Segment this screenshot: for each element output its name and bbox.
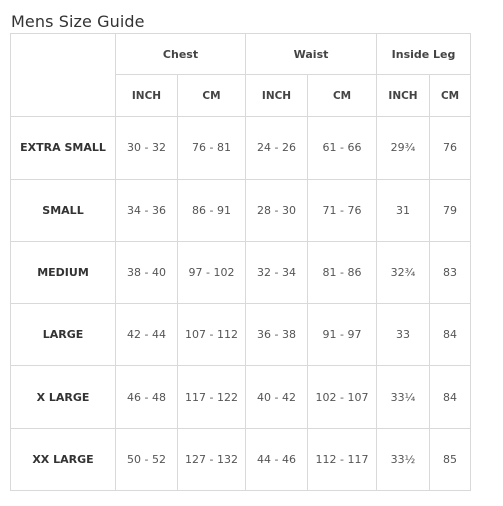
- chest-inch-cell: 50 - 52: [116, 428, 178, 490]
- size-label-cell: MEDIUM: [11, 241, 116, 303]
- inside-leg-cm-cell: 76: [430, 117, 471, 179]
- inside-leg-inch-cell: 32¾: [377, 241, 430, 303]
- size-label-cell: LARGE: [11, 304, 116, 366]
- page-title: Mens Size Guide: [11, 12, 145, 31]
- inside-leg-cm-cell: 79: [430, 179, 471, 241]
- size-label-cell: X LARGE: [11, 366, 116, 428]
- waist-header: Waist: [246, 34, 377, 75]
- chest-cm-cell: 117 - 122: [178, 366, 246, 428]
- chest-inch-header: INCH: [116, 75, 178, 117]
- waist-cm-cell: 61 - 66: [308, 117, 377, 179]
- table-row: [11, 366, 471, 428]
- inside-leg-cm-cell: 84: [430, 304, 471, 366]
- chest-cm-cell: 107 - 112: [178, 304, 246, 366]
- table-row: [11, 241, 471, 303]
- inside-leg-inch-cell: 33: [377, 304, 430, 366]
- chest-cm-cell: 97 - 102: [178, 241, 246, 303]
- waist-inch-cell: 44 - 46: [246, 428, 308, 490]
- header-group-row: [11, 34, 471, 75]
- inside-leg-inch-cell: 29¾: [377, 117, 430, 179]
- size-label-cell: XX LARGE: [11, 428, 116, 490]
- waist-inch-cell: 32 - 34: [246, 241, 308, 303]
- waist-cm-cell: 112 - 117: [308, 428, 377, 490]
- inside-leg-cm-cell: 85: [430, 428, 471, 490]
- table-row: [11, 117, 471, 179]
- inside-leg-inch-cell: 33¼: [377, 366, 430, 428]
- waist-inch-cell: 36 - 38: [246, 304, 308, 366]
- chest-inch-cell: 34 - 36: [116, 179, 178, 241]
- chest-header: Chest: [116, 34, 246, 75]
- inside-leg-inch-cell: 31: [377, 179, 430, 241]
- waist-inch-header: INCH: [246, 75, 308, 117]
- chest-cm-header: CM: [178, 75, 246, 117]
- waist-cm-cell: 91 - 97: [308, 304, 377, 366]
- inside-leg-cm-cell: 84: [430, 366, 471, 428]
- chest-inch-cell: 30 - 32: [116, 117, 178, 179]
- size-label-cell: SMALL: [11, 179, 116, 241]
- size-label-cell: EXTRA SMALL: [11, 117, 116, 179]
- chest-cm-cell: 76 - 81: [178, 117, 246, 179]
- inside-leg-cm-header: CM: [430, 75, 471, 117]
- waist-cm-cell: 81 - 86: [308, 241, 377, 303]
- chest-inch-cell: 42 - 44: [116, 304, 178, 366]
- inside-leg-header: Inside Leg: [377, 34, 471, 75]
- waist-inch-cell: 24 - 26: [246, 117, 308, 179]
- waist-cm-cell: 71 - 76: [308, 179, 377, 241]
- chest-inch-cell: 38 - 40: [116, 241, 178, 303]
- waist-cm-cell: 102 - 107: [308, 366, 377, 428]
- waist-inch-cell: 28 - 30: [246, 179, 308, 241]
- table-row: [11, 179, 471, 241]
- chest-cm-cell: 86 - 91: [178, 179, 246, 241]
- waist-inch-cell: 40 - 42: [246, 366, 308, 428]
- inside-leg-cm-cell: 83: [430, 241, 471, 303]
- table-row: [11, 304, 471, 366]
- table-row: [11, 428, 471, 490]
- size-guide-table: [10, 33, 471, 491]
- inside-leg-inch-cell: 33½: [377, 428, 430, 490]
- chest-cm-cell: 127 - 132: [178, 428, 246, 490]
- size-header-cell: [11, 34, 116, 117]
- inside-leg-inch-header: INCH: [377, 75, 430, 117]
- chest-inch-cell: 46 - 48: [116, 366, 178, 428]
- waist-cm-header: CM: [308, 75, 377, 117]
